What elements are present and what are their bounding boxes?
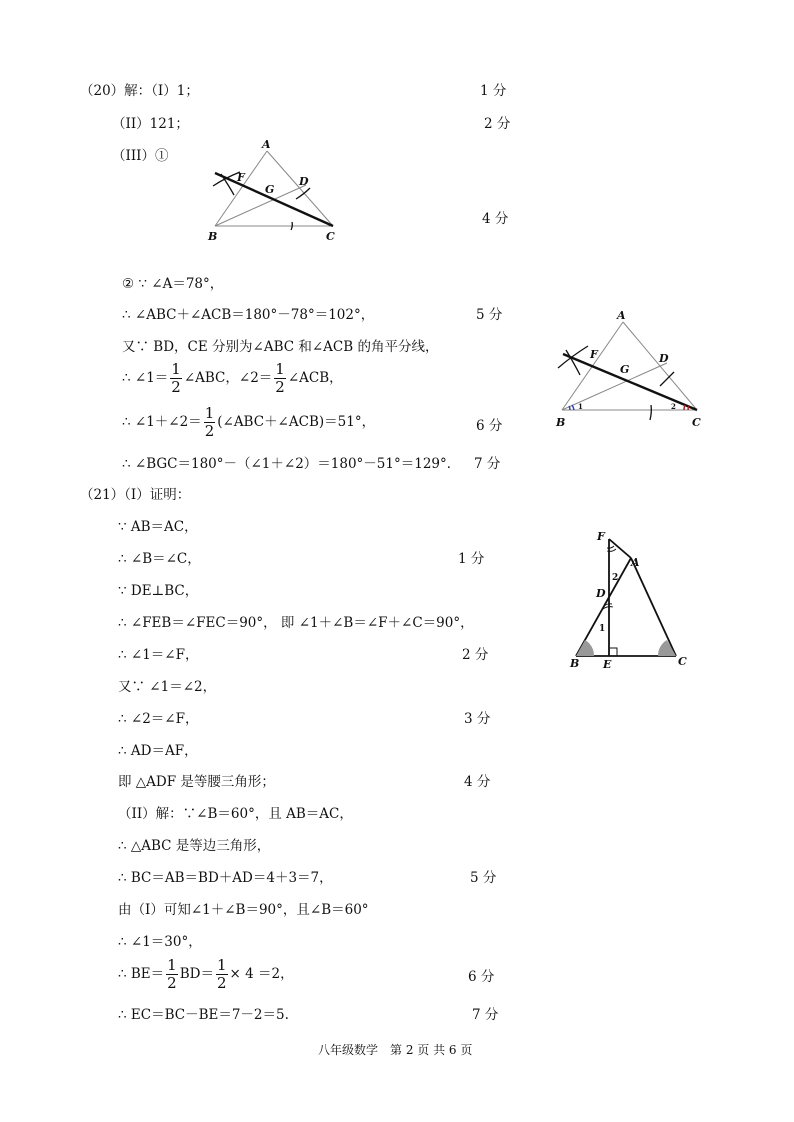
fraction-half: $\frac{1}{2}$ xyxy=(216,956,227,992)
q20-line-6: 又∵ BD，CE 分别为∠ABC 和∠ACB 的角平分线， xyxy=(122,339,439,355)
fig2-label-d: D xyxy=(659,352,669,365)
q20-line-7a: ∴ ∠1＝ xyxy=(122,370,169,386)
fig3-angle-1: 1 xyxy=(599,624,606,634)
q21-line-13: ∴ BC＝AB＝BD＋AD＝4＋3＝7， xyxy=(118,870,333,886)
q21-line-6: ∴ ∠1＝∠F， xyxy=(118,647,199,663)
q21-score-3: 1 分 xyxy=(458,551,485,567)
q20-line-3: （III）① xyxy=(112,148,169,164)
q21-score-6: 2 分 xyxy=(462,647,489,663)
q20-line-7c: ∠ACB， xyxy=(287,370,343,386)
q21-line-16b: BD＝ xyxy=(179,966,214,982)
fig2-angle-2: 2 xyxy=(671,402,676,411)
fig2-label-a: A xyxy=(617,309,626,322)
fraction-half: $\frac{1}{2}$ xyxy=(167,956,177,992)
q21-line-12: ∴ △ABC 是等边三角形， xyxy=(118,838,271,854)
q21-line-10: 即 △ADF 是等腰三角形； xyxy=(118,774,275,790)
q21-line-17: ∴ EC＝BC－BE＝7－2＝5. xyxy=(118,1007,289,1023)
q20-line-7b: ∠ABC，∠2＝ xyxy=(183,370,273,386)
q20-score-1: 1 分 xyxy=(480,83,507,99)
fig2-angle-1: 1 xyxy=(578,402,583,411)
fig1-label-g: G xyxy=(265,183,275,196)
fig3-label-e: E xyxy=(603,658,612,671)
fig1-label-f: F xyxy=(237,171,245,184)
q21-line-11: （II）解：∵∠B＝60°，且 AB＝AC， xyxy=(118,806,353,822)
fig3-label-f: F xyxy=(597,530,605,543)
fig2-label-b: B xyxy=(556,416,566,429)
q21-line-15: ∴ ∠1＝30°， xyxy=(118,934,202,950)
fig1-label-c: C xyxy=(326,230,335,243)
q20-score-5: 5 分 xyxy=(476,307,503,323)
q20-line-4: ② ∵ ∠A＝78°， xyxy=(122,276,224,292)
q21-line-2: ∵ AB＝AC， xyxy=(118,519,198,535)
q21-line-14: 由（I）可知∠1＋∠B＝90°，且∠B＝60° xyxy=(118,902,369,918)
fig1-label-d: D xyxy=(299,175,309,188)
fig2-label-f: F xyxy=(590,348,598,361)
q21-line-4: ∵ DE⊥BC， xyxy=(118,583,199,599)
q21-line-8: ∴ ∠2＝∠F， xyxy=(118,711,199,727)
q21-score-16: 6 分 xyxy=(468,969,495,985)
fraction-half: $\frac{1}{2}$ xyxy=(275,360,285,396)
q20-score-9: 7 分 xyxy=(474,456,501,472)
q21-score-8: 3 分 xyxy=(464,711,491,727)
q21-line-9: ∴ AD＝AF， xyxy=(118,743,198,759)
q21-score-17: 7 分 xyxy=(472,1007,499,1023)
fig2-label-g: G xyxy=(620,363,630,376)
q20-score-8: 6 分 xyxy=(476,418,503,434)
q20-score-2: 2 分 xyxy=(484,116,511,132)
q21-line-3: ∴ ∠B＝∠C， xyxy=(118,551,201,567)
fraction-half: $\frac{1}{2}$ xyxy=(171,360,181,396)
q21-score-10: 4 分 xyxy=(464,774,491,790)
fig3-label-d: D xyxy=(596,587,606,600)
fig3-angle-2: 2 xyxy=(612,573,619,583)
q20-line-8a: ∴ ∠1＋∠2＝ xyxy=(122,414,202,430)
fraction-half: $\frac{1}{2}$ xyxy=(204,404,215,440)
fig2-label-c: C xyxy=(692,416,701,429)
q20-score-3: 4 分 xyxy=(482,211,509,227)
fig3-label-a: A xyxy=(631,556,640,569)
q20-line-5: ∴ ∠ABC＋∠ACB＝180°－78°＝102°， xyxy=(122,307,375,323)
q21-line-16c: × 4 ＝2， xyxy=(229,966,294,982)
q21-line-16a: ∴ BE＝ xyxy=(118,966,165,982)
q20-line-8b: (∠ABC＋∠ACB)＝51°， xyxy=(217,414,376,430)
fig3-label-c: C xyxy=(678,655,687,668)
fig3-label-b: B xyxy=(570,657,580,670)
q21-line-7: 又∵ ∠1＝∠2， xyxy=(118,679,217,695)
fig1-label-b: B xyxy=(208,230,218,243)
page-footer: 八年级数学 第 2 页 共 6 页 xyxy=(318,1043,473,1057)
q20-line-2: （II）121； xyxy=(112,116,189,132)
q21-line-1: （21）（I）证明： xyxy=(80,487,191,503)
q20-line-1: （20）解：（I）1； xyxy=(80,83,199,99)
fig1-label-a: A xyxy=(262,138,271,151)
q20-line-9: ∴ ∠BGC＝180°－（∠1＋∠2）＝180°－51°＝129°． xyxy=(122,456,461,472)
q21-score-13: 5 分 xyxy=(470,870,497,886)
q21-line-5: ∴ ∠FEB＝∠FEC＝90°， 即 ∠1＋∠B＝∠F＋∠C＝90°， xyxy=(118,615,474,631)
